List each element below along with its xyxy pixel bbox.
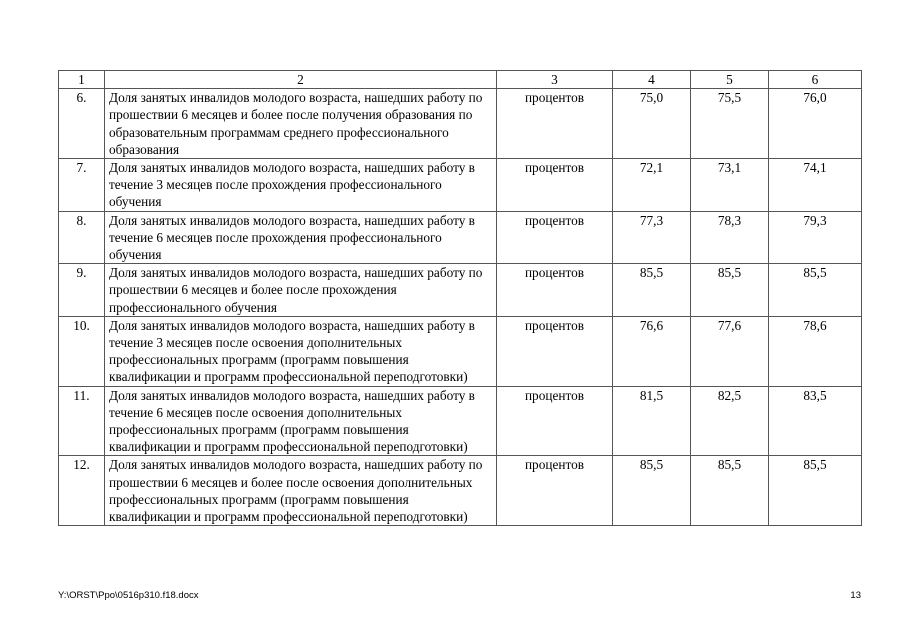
page-number: 13	[850, 590, 861, 601]
value-col5: 77,6	[691, 316, 769, 386]
indicator-name: Доля занятых инвалидов молодого возраста, нашедших работу по прошествии 6 месяцев и более после освоения дополнительных профессиональных программ (программ повышения квалификации и программ профессиональной переподготовки)	[105, 456, 497, 526]
value-col4: 76,6	[613, 316, 691, 386]
file-path: Y:\ORST\Ppo\0516p310.f18.docx	[58, 590, 199, 601]
unit-cell: процентов	[497, 211, 613, 264]
column-header: 6	[769, 71, 862, 89]
column-header: 5	[691, 71, 769, 89]
column-header: 1	[59, 71, 105, 89]
indicator-name: Доля занятых инвалидов молодого возраста, нашедших работу по прошествии 6 месяцев и более после прохождения профессионального обучения	[105, 264, 497, 317]
indicator-name: Доля занятых инвалидов молодого возраста, нашедших работу в течение 3 месяцев после прохождения профессионального обучения	[105, 159, 497, 212]
indicator-name: Доля занятых инвалидов молодого возраста, нашедших работу в течение 6 месяцев после прохождения профессионального обучения	[105, 211, 497, 264]
value-col4: 75,0	[613, 89, 691, 159]
value-col4: 81,5	[613, 386, 691, 456]
row-number: 7.	[59, 159, 105, 212]
table-header-row	[59, 71, 862, 89]
table-row	[59, 159, 862, 212]
table-row	[59, 316, 862, 386]
unit-cell: процентов	[497, 89, 613, 159]
row-number: 11.	[59, 386, 105, 456]
value-col5: 78,3	[691, 211, 769, 264]
table-row	[59, 264, 862, 317]
indicator-name: Доля занятых инвалидов молодого возраста, нашедших работу по прошествии 6 месяцев и более после получения образования по образовательным программам среднего профессионального образования	[105, 89, 497, 159]
value-col5: 75,5	[691, 89, 769, 159]
value-col6: 85,5	[769, 264, 862, 317]
value-col5: 73,1	[691, 159, 769, 212]
value-col6: 74,1	[769, 159, 862, 212]
value-col6: 78,6	[769, 316, 862, 386]
unit-cell: процентов	[497, 264, 613, 317]
value-col6: 76,0	[769, 89, 862, 159]
value-col4: 85,5	[613, 264, 691, 317]
indicator-name: Доля занятых инвалидов молодого возраста, нашедших работу в течение 6 месяцев после освоения дополнительных профессиональных программ (программ повышения квалификации и программ профессиональной переподготовки)	[105, 386, 497, 456]
unit-cell: процентов	[497, 159, 613, 212]
value-col5: 85,5	[691, 456, 769, 526]
column-header: 3	[497, 71, 613, 89]
value-col6: 79,3	[769, 211, 862, 264]
unit-cell: процентов	[497, 386, 613, 456]
value-col5: 85,5	[691, 264, 769, 317]
value-col4: 72,1	[613, 159, 691, 212]
value-col5: 82,5	[691, 386, 769, 456]
value-col6: 83,5	[769, 386, 862, 456]
row-number: 8.	[59, 211, 105, 264]
table-row	[59, 386, 862, 456]
indicators-table	[58, 70, 862, 526]
row-number: 12.	[59, 456, 105, 526]
row-number: 6.	[59, 89, 105, 159]
table-row	[59, 89, 862, 159]
value-col4: 77,3	[613, 211, 691, 264]
column-header: 4	[613, 71, 691, 89]
column-header: 2	[105, 71, 497, 89]
table-row	[59, 211, 862, 264]
unit-cell: процентов	[497, 456, 613, 526]
row-number: 10.	[59, 316, 105, 386]
value-col4: 85,5	[613, 456, 691, 526]
indicator-name: Доля занятых инвалидов молодого возраста, нашедших работу в течение 3 месяцев после освоения дополнительных профессиональных программ (программ повышения квалификации и программ профессиональной переподготовки)	[105, 316, 497, 386]
row-number: 9.	[59, 264, 105, 317]
table-row	[59, 456, 862, 526]
value-col6: 85,5	[769, 456, 862, 526]
unit-cell: процентов	[497, 316, 613, 386]
